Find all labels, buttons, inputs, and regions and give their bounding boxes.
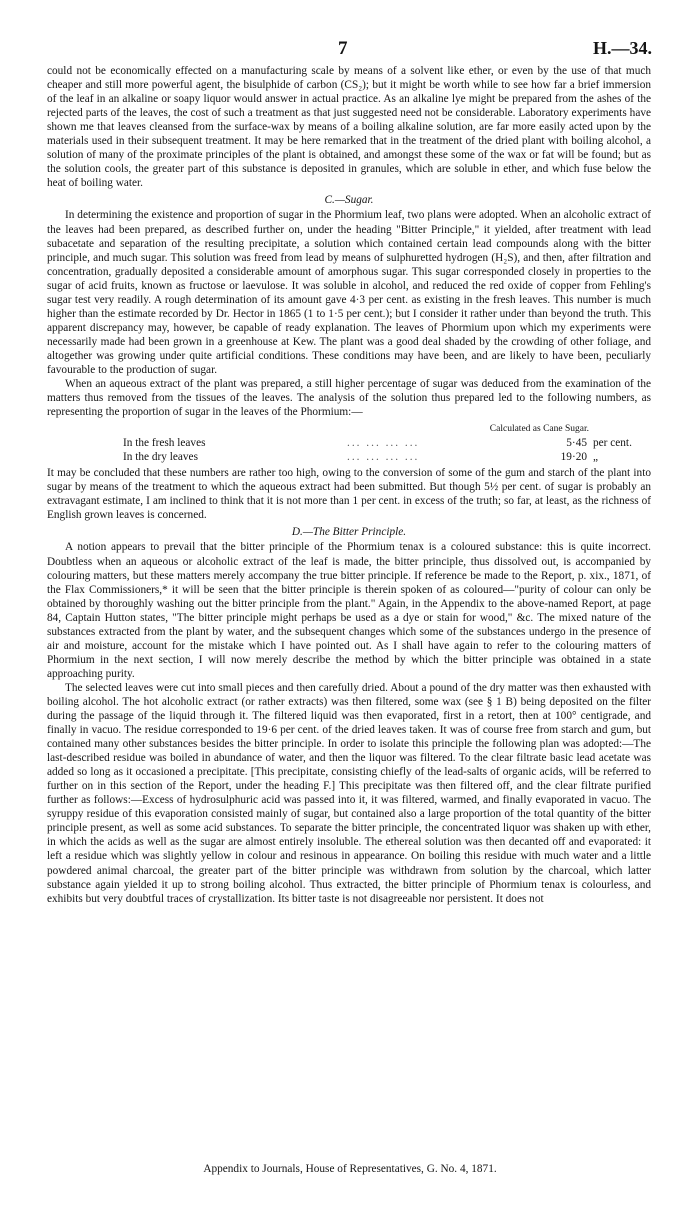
row-unit: „ bbox=[593, 451, 599, 464]
sugar-table-row bbox=[47, 436, 651, 450]
section-heading-sugar: C.—Sugar. bbox=[324, 194, 374, 207]
row-label: In the fresh leaves bbox=[123, 437, 206, 450]
row-unit: per cent. bbox=[593, 437, 632, 450]
paragraph-wax-continued: could not be economically effected on a manufacturing scale by means of a solvent like ether, or even by the use of that much cheaper and still more powerful agent, the bisulphide of carbon (CS₂); but it might be worth while to see how far a brief immersion of the leaf in an alkaline or soapy liquor would answer in actual practice. As an alkaline lye might be prepared from the ashes of the rejected parts of the leaves, the cost of such a treatment as that just suggested need not be considerable. Laboratory experiments have shown me that leaves cleansed from the surface-wax by means of a boiling alkaline solution, are far more easily acted upon by the materials used in their subsequent treatment. It may be here remarked that in the treatment of the dried plant with boiling alcohol, a solution of many of the proximate principles of the plant is obtained, and amongst these some of the wax or fat will be found; but as the solution cools, the greater part of this substance is deposited in granules, which are soluble in ether, and which fuse below the heat of boiling water. bbox=[47, 65, 651, 190]
document-reference: H.—34. bbox=[592, 38, 652, 58]
paragraph-sugar-determination: In determining the existence and proportion of sugar in the Phormium leaf, two plans were adopted. When an alcoholic extract of the leaves had been prepared, as described further on, under the heading "Bitter Principle," it yielded, after treatment with lead subacetate and separation of the resulting precipitate, a solution which contained certain lead compounds along with the bitter principle, and much sugar. This solution was freed from lead by means of sulphuretted hydrogen (H₂S), and then, after filtration and concentration, gradually deposited a considerable amount of amorphous sugar. This sugar corresponded closely in properties to the sugar of acid fruits, known as fructose or laevulose. It was soluble in alcohol, and reduced the red oxide of copper from Fehling's sugar test very readily. A rough determination of its amount gave 4·3 per cent. as existing in the fresh leaves. This number is much higher than the estimate recorded by Dr. Hector in 1865 (1 to 1·5 per cent.); but I consider it rather under than beyond the truth. This apparent discrepancy may, however, be capable of ready explanation. The leaves of Phormium upon which my experiments were necessarily made had been grown in a greenhouse at Kew. The plant was a good deal shaded by the crowding of other foliage, and altogether was growing under quite artificial conditions. These conditions may have been, and are likely to have been, peculiarly favourable to the production of sugar. bbox=[47, 209, 651, 376]
sugar-table-row bbox=[47, 450, 651, 464]
row-leader-dots: ... ... ... ... bbox=[347, 451, 420, 464]
page-footer: Appendix to Journals, House of Representatives, G. No. 4, 1871. bbox=[203, 1163, 497, 1175]
row-value: 19·20 bbox=[560, 451, 587, 464]
sugar-table-column-header: Calculated as Cane Sugar. bbox=[489, 424, 589, 435]
page-body bbox=[47, 64, 651, 906]
paragraph-sugar-conclusion: It may be concluded that these numbers are rather too high, owing to the conversion of some of the gum and starch of the plant into sugar by means of the treatment to which the aqueous extract had been submitted. But though 5½ per cent. of sugar is probably an extravagant estimate, I am inclined to think that it is not more than 1 per cent. in excess of the truth; so far, at least, as the richness of English grown leaves is concerned. bbox=[47, 467, 651, 522]
page-number: 7 bbox=[338, 38, 348, 59]
paragraph-aqueous-extract: When an aqueous extract of the plant was prepared, a still higher percentage of sugar was deduced from the examination of the matters thus removed from the tissues of the leaves. The analysis of the solution thus prepared led to the following numbers, as representing the proportion of sugar in the leaves of the Phormium:— bbox=[47, 378, 651, 419]
row-leader-dots: ... ... ... ... bbox=[347, 437, 420, 450]
row-value: 5·45 bbox=[566, 437, 587, 450]
row-label: In the dry leaves bbox=[123, 451, 198, 464]
paragraph-bitter-notion: A notion appears to prevail that the bitter principle of the Phormium tenax is a coloured substance: this is quite incorrect. Doubtless when an aqueous or alcoholic extract of the leaf is made, the bitter principle, thus dissolved out, is accompanied by colouring matters, but these matters merely accompany the true bitter principle. If reference be made to the Report, p. xix., 1871, of the Flax Commissioners,* it will be seen that the bitter principle is therein spoken of as coloured—"purity of colour can only be obtained by thoroughly washing out the bitter principle from the plant." Again, in the Appendix to the above-named Report, at page 84, Captain Hutton states, "The bitter principle might perhaps be used as a dye or stain for wood," &c. The mixed nature of the substances extracted from the plant by water, and the subsequent changes which some of the substances undergo in the presence of air and moisture, account for the mistake which I have pointed out. As I shall have again to refer to the colouring matters of Phormium in the next section, I will now merely describe the method by which the bitter principle was obtained in a state approaching purity. bbox=[47, 541, 651, 680]
page-header bbox=[0, 38, 700, 62]
section-heading-bitter-principle: D.—The Bitter Principle. bbox=[291, 526, 407, 539]
paragraph-bitter-method: The selected leaves were cut into small pieces and then carefully dried. About a pound of the dry matter was then exhausted with boiling alcohol. The hot alcoholic extract (or rather extracts) was then filtered, some wax (see § 1 B) being deposited on the filter during the passage of the liquid through it. The filtered liquid was then evaporated, first in a retort, then at 100° centigrade, and finally in vacuo. The residue corresponded to 19·6 per cent. of the dried leaves taken. It was of course free from starch and gum, but contained many other substances besides the bitter principle. In order to isolate this principle the following plan was adopted:—The last-described residue was boiled in abundance of water, and then the liquor was filtered. To the clear filtrate basic lead acetate was added so long as it occasioned a precipitate. [This precipitate, consisting chiefly of the lead-salts of organic acids, will be referred to further on in this section of the Report, under the heading F.] This precipitate was then filtered off, and the clear filtrate purified further as follows:—Excess of hydrosulphuric acid was passed into it, it was filtered, warmed, and finally evaporated in vacuo. The syruppy residue of this evaporation consisted mainly of sugar, but contained also a large proportion of the total quantity of the bitter principle present, as well as some acid substances. To separate the bitter principle, the concentrated liquor was shaken up with ether, in which the acids as well as the sugar are almost entirely insoluble. The ethereal solution was then decanted off and evaporated: it left a residue which was slightly yellow in colour and resinous in appearance. On boiling this residue with much water and a little powdered animal charcoal, the greater part of the bitter principle was withdrawn from solution by the charcoal, which latter substance again yielded it up to strong boiling alcohol. Thus extracted, the bitter principle of Phormium tenax is colourless, and exhibits but very doubtful traces of crystallization. Its bitter taste is not disagreeable nor persistent. It does not bbox=[47, 681, 651, 905]
sugar-table bbox=[47, 422, 651, 464]
